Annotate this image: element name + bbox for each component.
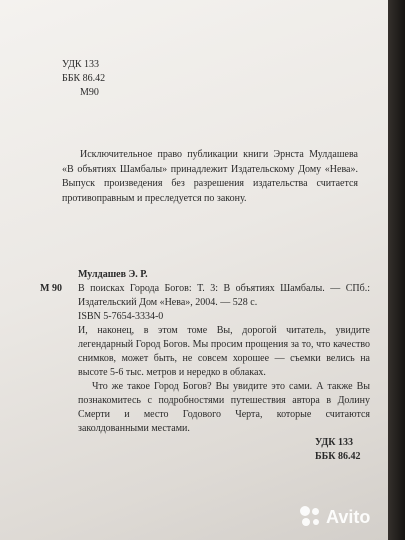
- entry-mark: М 90: [40, 283, 62, 294]
- avito-logo-icon: [300, 506, 322, 528]
- rights-notice: Исключительное право публикации книги Эрнста Мулдашева «В объятиях Шамбалы» принадлежит Издательскому Дому «Нева». Выпуск произведения без разрешения издательства считается противоправным и преследуется по закону.: [62, 149, 358, 204]
- author-heading: [40, 268, 370, 282]
- bbk-code-bottom: ББК 86.42: [315, 451, 361, 462]
- udk-code: УДК 133: [62, 59, 100, 70]
- entry-line: [40, 282, 370, 310]
- bbk-code: ББК 86.42: [62, 73, 106, 84]
- isbn: ISBN 5-7654-3334-0: [78, 311, 164, 322]
- author-mark: М90: [80, 87, 99, 98]
- author-name: Мулдашев Э. Р.: [78, 269, 148, 280]
- avito-watermark: [300, 506, 370, 528]
- bibliographic-record: [40, 268, 370, 436]
- classification-codes-top: [62, 58, 105, 100]
- entry-details: [40, 310, 370, 436]
- watermark-text: Avito: [326, 506, 371, 527]
- classification-codes-bottom: [315, 436, 360, 464]
- book-edge-shadow: [385, 0, 405, 540]
- entry-text: В поисках Города Богов: Т. 3: В объятиях Шамбалы. — СПб.: Издательский Дом «Нева», 2004. — 528 с.: [78, 283, 370, 308]
- annotation-paragraph-1: И, наконец, в этом томе Вы, дорогой читатель, увидите легендарный Город Богов. Мы просим прощения за то, что качество снимков, может быть, не совсем хорошее — съемки велись на высоте 5-6 тыс. метров и нередко в облаках.: [78, 325, 370, 378]
- annotation-paragraph-2: Что же такое Город Богов? Вы увидите это сами. А также Вы познакомитесь с подробностями путешествия автора в Долину Смерти и место Годового Черта, которые считаются заколдованными местами.: [78, 381, 370, 434]
- udk-code-bottom: УДК 133: [315, 437, 353, 448]
